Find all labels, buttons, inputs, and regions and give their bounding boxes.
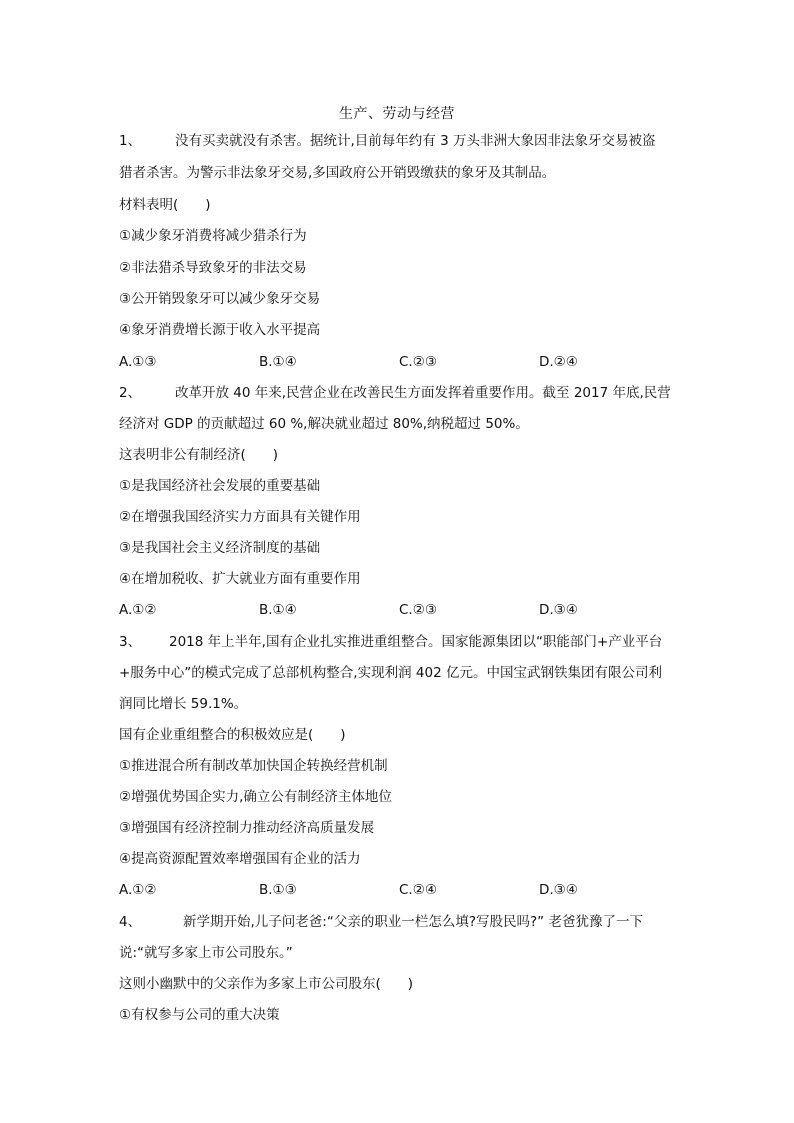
question-1-statement-2: ②非法猎杀导致象牙的非法交易 [119,260,307,276]
question-4-stem-line-2: 说:“就写多家上市公司股东。” [119,945,293,961]
question-2-stem-text: 改革开放 40 年来,民营企业在改善民生方面发挥着重要作用。截至 2017 年底,民营 [175,385,671,401]
question-4-stem-text: 新学期开始,儿子问老爸:“父亲的职业一栏怎么填?写股民吗?” 老爸犹豫了一下 [183,914,643,930]
question-2-option-b[interactable]: B.①④ [259,602,297,618]
question-2-prompt: 这表明非公有制经济( ) [119,447,279,463]
question-2-option-c[interactable]: C.②③ [399,602,437,618]
question-4-stem-line-1 [119,912,643,932]
question-3-stem-line-1 [119,632,662,652]
question-1-option-c[interactable]: C.②③ [399,354,437,370]
question-3-stem-text: 2018 年上半年,国有企业扎实推进重组整合。国家能源集团以“职能部门+产业平台 [169,634,663,650]
question-2-stem-line-2: 经济对 GDP 的贡献超过 60 %,解决就业超过 80%,纳税超过 50%。 [119,416,529,432]
question-2-statement-3: ③是我国社会主义经济制度的基础 [119,540,321,556]
question-1-stem-line-2: 猎者杀害。为警示非法象牙交易,多国政府公开销毁缴获的象牙及其制品。 [119,165,556,181]
question-1-option-b[interactable]: B.①④ [259,354,297,370]
question-3-option-a[interactable]: A.①② [119,882,157,898]
question-1-statement-1: ①减少象牙消费将减少猎杀行为 [119,228,307,244]
question-1-statement-3: ③公开销毁象牙可以减少象牙交易 [119,291,321,307]
question-2-option-a[interactable]: A.①② [119,602,157,618]
question-3-stem-line-2: +服务中心”的模式完成了总部机构整合,实现利润 402 亿元。中国宝武钢铁集团有限公司利 [119,665,662,681]
question-3-option-c[interactable]: C.②④ [399,882,437,898]
question-3-prompt: 国有企业重组整合的积极效应是( ) [119,727,346,743]
question-2-option-d[interactable]: D.③④ [539,602,578,618]
question-3-option-d[interactable]: D.③④ [539,882,578,898]
question-2-statement-2: ②在增强我国经济实力方面具有关键作用 [119,509,361,525]
question-3-option-b[interactable]: B.①③ [259,882,297,898]
document-title: 生产、劳动与经营 [339,106,455,122]
question-3-statement-3: ③增强国有经济控制力推动经济高质量发展 [119,820,375,836]
question-1-stem-text: 没有买卖就没有杀害。据统计,目前每年约有 3 万头非洲大象因非法象牙交易被盗 [175,133,656,149]
question-3-options [119,880,679,900]
question-1-statement-4: ④象牙消费增长源于收入水平提高 [119,322,321,338]
question-3-statement-1: ①推进混合所有制改革加快国企转换经营机制 [119,758,388,774]
question-3-statement-2: ②增强优势国企实力,确立公有制经济主体地位 [119,789,392,805]
question-3-statement-4: ④提高资源配置效率增强国有企业的活力 [119,851,361,867]
question-1-option-a[interactable]: A.①③ [119,354,157,370]
question-4-prompt: 这则小幽默中的父亲作为多家上市公司股东( ) [119,976,414,992]
question-4-statement-1: ①有权参与公司的重大决策 [119,1007,280,1023]
question-2-statement-1: ①是我国经济社会发展的重要基础 [119,478,321,494]
question-1-options [119,352,679,372]
question-2-options [119,600,679,620]
question-3-number: 3、 [119,634,142,650]
question-1-prompt: 材料表明( ) [119,197,211,213]
question-3-stem-line-3: 润同比增长 59.1%。 [119,696,248,712]
question-2-number: 2、 [119,385,142,401]
question-1-stem-line-1 [119,131,655,151]
question-1-number: 1、 [119,133,142,149]
question-2-statement-4: ④在增加税收、扩大就业方面有重要作用 [119,571,361,587]
question-2-stem-line-1 [119,383,671,403]
question-4-number: 4、 [119,914,142,930]
question-1-option-d[interactable]: D.②④ [539,354,578,370]
